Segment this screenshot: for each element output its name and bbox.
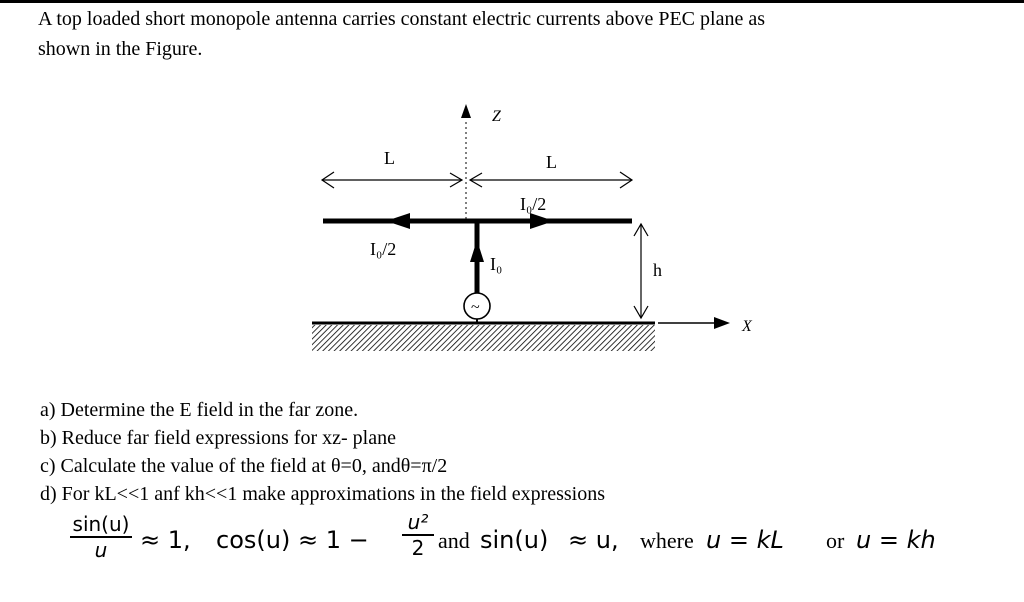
approx-u: ≈ u, bbox=[568, 526, 619, 554]
left-L-label: L bbox=[384, 148, 395, 168]
question-d: d) For kL<<1 anf kh<<1 make approximations in the field expressions bbox=[40, 483, 606, 505]
where-word: where bbox=[640, 528, 694, 553]
approx-one: ≈ 1, bbox=[140, 526, 191, 554]
sin-approximation: sin(u) bbox=[480, 526, 549, 554]
left-current-label: I₀/2 bbox=[370, 239, 397, 259]
question-c: c) Calculate the value of the field at θ=0, andθ=π/2 bbox=[40, 455, 448, 477]
x-axis-arrowhead bbox=[714, 317, 730, 329]
intro-line-1: A top loaded short monopole antenna carries constant electric currents above PEC plane as bbox=[38, 8, 765, 30]
intro-line-2: shown in the Figure. bbox=[38, 38, 203, 60]
condition-kL: u = kL bbox=[706, 526, 784, 554]
u2-over-2-fraction bbox=[402, 510, 434, 560]
h-label: h bbox=[653, 260, 662, 280]
cos-approximation: cos(u) ≈ 1 − bbox=[216, 526, 369, 554]
and-word: and bbox=[438, 528, 470, 553]
sin-numerator: sin(u) bbox=[72, 512, 130, 536]
z-axis-label: Z bbox=[492, 108, 501, 125]
u2-numerator: u² bbox=[407, 510, 429, 534]
vertical-current-label: I₀ bbox=[490, 254, 503, 274]
sin-denominator: u bbox=[94, 537, 108, 562]
question-a: a) Determine the E field in the far zone. bbox=[40, 399, 359, 421]
right-current-label: I₀/2 bbox=[520, 194, 547, 214]
question-list bbox=[40, 396, 605, 508]
sin-over-u-fraction bbox=[70, 512, 132, 562]
left-current-arrow bbox=[386, 213, 410, 229]
source-symbol: ~ bbox=[471, 299, 480, 316]
ground-hatching bbox=[312, 325, 655, 351]
vertical-current-arrow bbox=[470, 240, 484, 262]
condition-kh: u = kh bbox=[856, 526, 936, 554]
right-current-arrow bbox=[530, 213, 554, 229]
question-b: b) Reduce far field expressions for xz- plane bbox=[40, 427, 396, 449]
approximation-formula bbox=[70, 512, 1000, 572]
z-axis-arrowhead bbox=[461, 104, 471, 118]
or-word: or bbox=[826, 528, 845, 553]
right-L-label: L bbox=[546, 152, 557, 172]
x-axis-label: X bbox=[742, 318, 752, 335]
u2-denominator: 2 bbox=[411, 535, 425, 560]
